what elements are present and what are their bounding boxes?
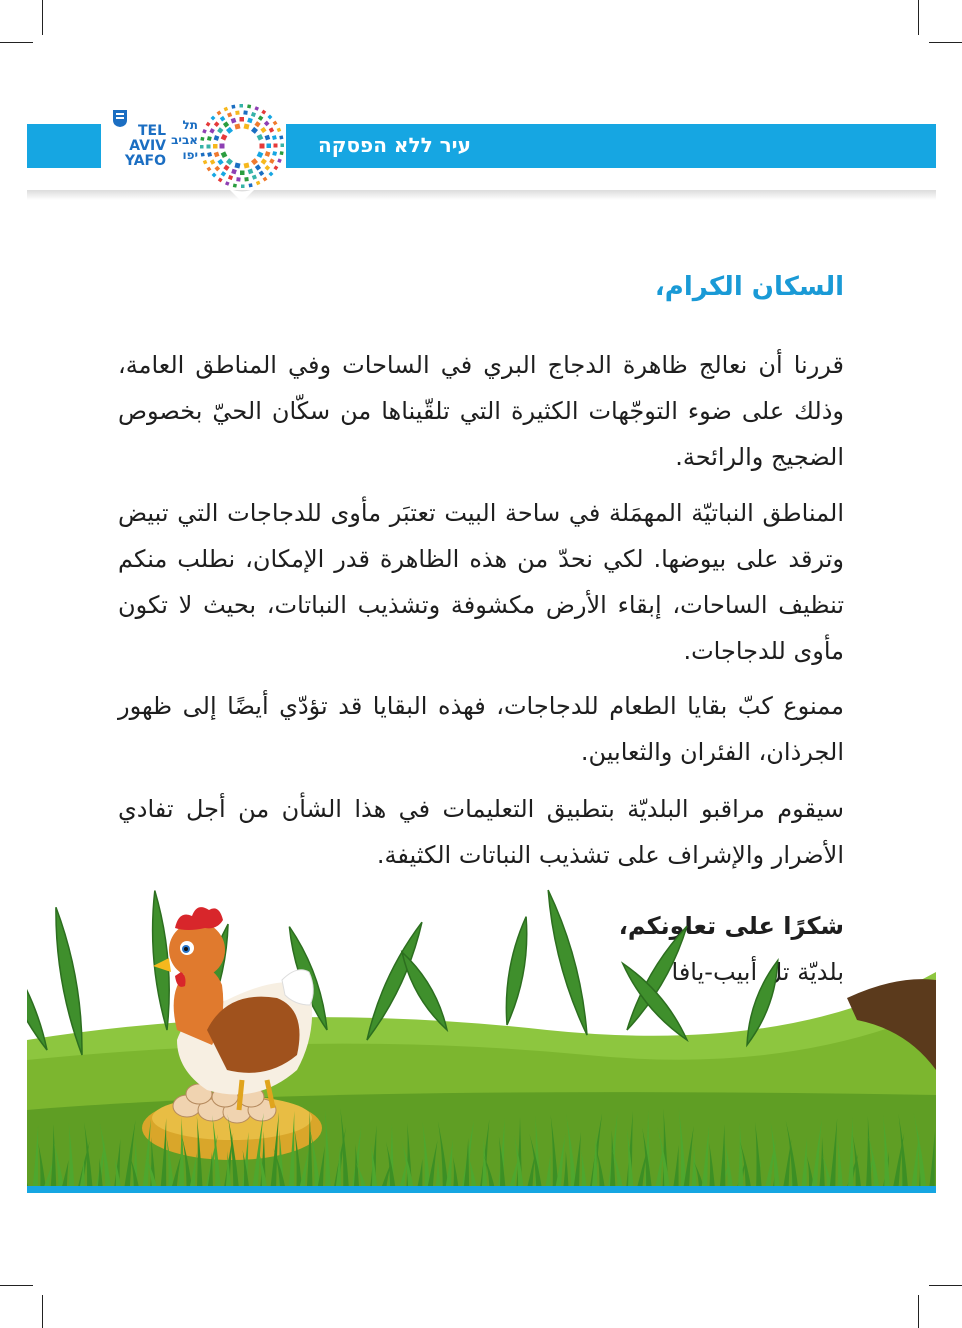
paragraph-1: قررنا أن نعالج ظاهرة الدجاج البري في الساحات وفي المناطق العامة، وذلك على ضوء التوجّهات الكثيرة التي تلقّيناها من سكّان الحيّ بخصوص الضجيج والرائحة.	[118, 351, 844, 471]
city-logo	[108, 94, 288, 214]
logo-line-1: TEL	[137, 123, 166, 139]
logo-hebrew-line-2: אביב	[171, 133, 198, 147]
crop-mark	[929, 42, 962, 43]
crop-mark	[42, 1295, 43, 1328]
logo-line-2: AVIV	[129, 138, 166, 154]
logo-hebrew-name	[168, 118, 198, 163]
thanks-line: شكرًا على تعاونكم،	[618, 912, 844, 940]
logo-hebrew-line-3: יפו	[182, 148, 198, 162]
crop-mark	[918, 1295, 919, 1328]
header-tagline: עיר ללא הפסקה	[318, 133, 471, 157]
hen-on-nest-in-grass-illustration	[27, 880, 936, 1192]
paragraph-3: ممنوع كبّ بقايا الطعام للدجاجات، فهذه البقايا قد تؤدّي أيضًا إلى ظهور الجرذان، الفئران والثعابين.	[118, 692, 844, 766]
crop-mark	[42, 0, 43, 35]
crop-mark	[0, 1285, 33, 1286]
bottom-bar	[27, 1186, 936, 1193]
logo-hebrew-line-1: תל	[182, 118, 198, 132]
logo-mosaic-sun-icon	[196, 94, 288, 204]
paragraph-2: المناطق النباتيّة المهمَلة في ساحة البيت تعتبَر مأوى للدجاجات التي تبيض وترقد على بيوضها. لكي نحدّ من هذه الظاهرة قدر الإمكان، نطلب منكم تنظيف الساحات، إبقاء الأرض مكشوفة وتشذيب النباتات، بحيث لا تكون مأوى للدجاجات.	[118, 499, 844, 665]
logo-line-3: YAFO	[124, 153, 166, 169]
crop-mark	[918, 0, 919, 35]
signature: بلديّة تل أبيب-يافا	[671, 958, 844, 986]
logo-latin-name	[118, 124, 166, 169]
greeting: السكان الكرام،	[654, 272, 844, 302]
crop-mark	[929, 1285, 962, 1286]
crop-mark	[0, 42, 33, 43]
paragraph-4: سيقوم مراقبو البلديّة بتطبيق التعليمات في هذا الشأن من أجل تفادي الأضرار والإشراف على تشذيب النباتات الكثيفة.	[118, 795, 844, 869]
